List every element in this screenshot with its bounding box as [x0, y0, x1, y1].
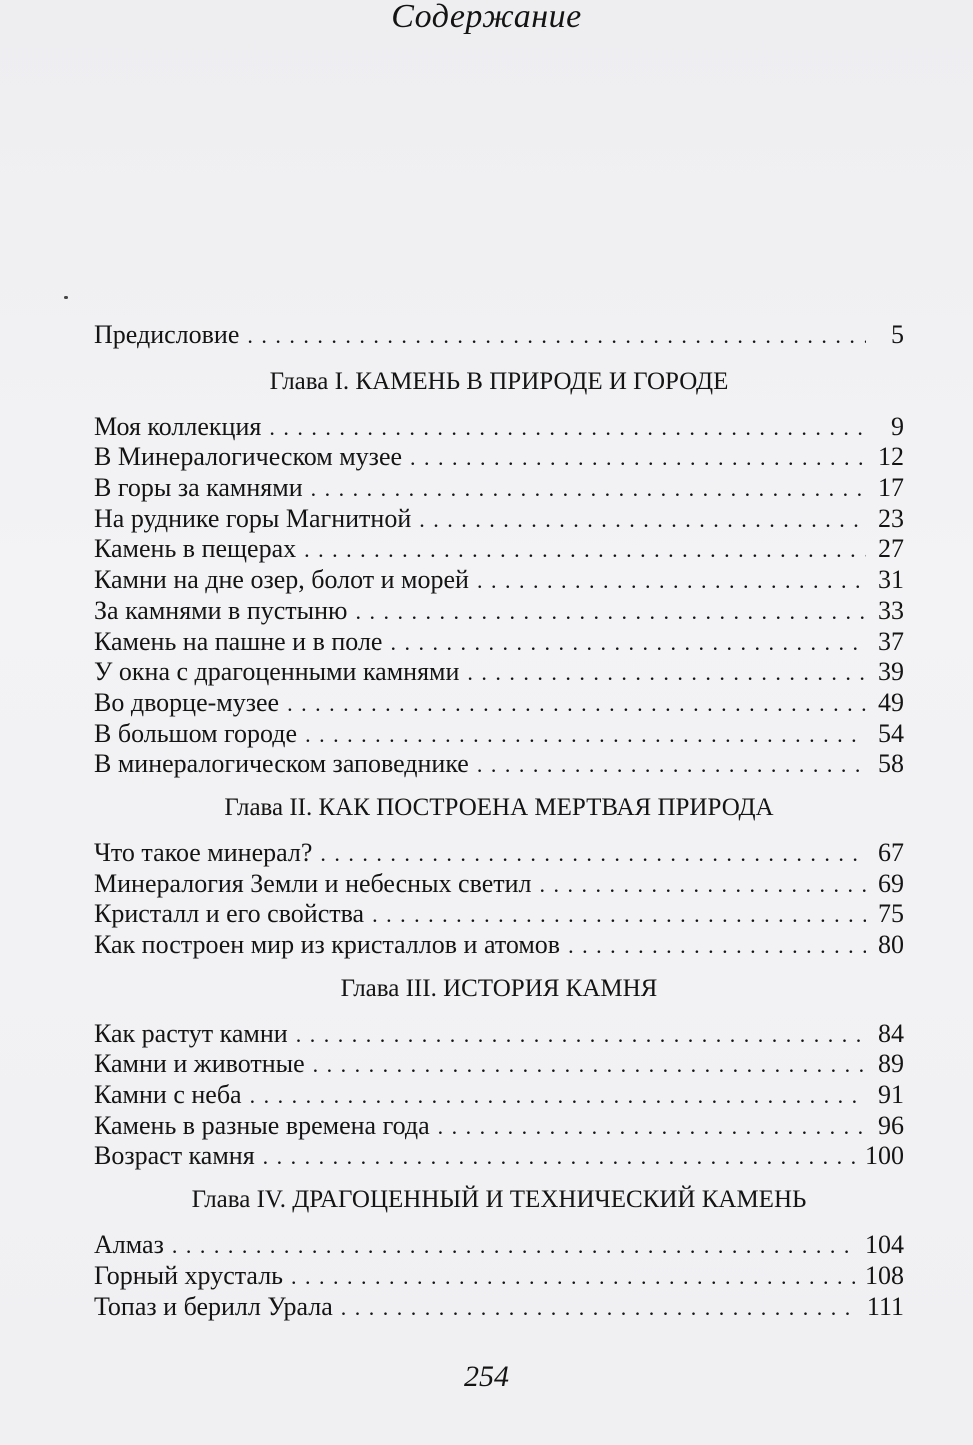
leader-dots [540, 870, 867, 900]
leader-dots [311, 474, 866, 504]
toc-entry[interactable] [94, 1261, 904, 1292]
leader-dots [467, 658, 866, 688]
leader-dots [296, 1020, 866, 1050]
toc-entry[interactable] [94, 534, 904, 565]
toc-entry-label: Моя коллекция [94, 411, 262, 441]
toc-entry-page: 9 [891, 411, 904, 441]
toc-entry-label: В большом городе [94, 718, 298, 748]
toc-entry-page: 67 [878, 837, 904, 867]
leader-dots [320, 839, 866, 869]
toc-entry-label: Минералогия Земли и небесных светил [94, 868, 532, 898]
toc-entry-page: 100 [865, 1141, 904, 1171]
toc-entry[interactable] [94, 442, 904, 473]
leader-dots [419, 505, 866, 535]
leader-dots [269, 413, 866, 443]
toc-entry[interactable] [94, 1292, 904, 1323]
toc-entry-label: Горный хрусталь [94, 1260, 284, 1290]
page-number: 254 [464, 1360, 509, 1393]
toc-entry-label: За камнями в пустыню [94, 595, 348, 625]
toc-entry-label: На руднике горы Магнитной [94, 503, 412, 533]
leader-dots [438, 1112, 866, 1142]
chapters-list [94, 367, 904, 1323]
toc-entry-page: 96 [878, 1110, 904, 1140]
toc-entry-page: 111 [866, 1291, 904, 1321]
toc-entry[interactable] [94, 504, 904, 535]
toc-entry-label: Топаз и берилл Урала [94, 1291, 333, 1321]
toc-entry-label: В горы за камнями [94, 473, 303, 503]
toc-entry[interactable] [94, 657, 904, 688]
toc-entry-label: Камень в пещерах [94, 534, 297, 564]
leader-dots [287, 689, 866, 719]
toc-entry-label: В минералогическом заповеднике [94, 749, 469, 779]
toc-entry-page: 39 [878, 657, 904, 687]
leader-dots [313, 1050, 866, 1080]
toc-entry-label: Камень на пашне и в поле [94, 626, 383, 656]
toc-entry-page: 89 [878, 1049, 904, 1079]
chapter-heading: Глава III. ИСТОРИЯ КАМНЯ [340, 974, 658, 1002]
toc-entry[interactable] [94, 749, 904, 780]
toc-entry[interactable] [94, 412, 904, 443]
toc-entry-page: 75 [878, 899, 904, 929]
toc-entry-page: 33 [878, 595, 904, 625]
leader-dots [247, 321, 866, 351]
toc-entry[interactable] [94, 1111, 904, 1142]
toc-entry-page: 17 [878, 473, 904, 503]
leader-dots [410, 443, 866, 473]
leader-dots [291, 1262, 857, 1292]
toc-entry[interactable] [94, 627, 904, 658]
toc-entry[interactable] [94, 1049, 904, 1080]
toc-entry-page: 27 [878, 534, 904, 564]
toc-entry-label: Как растут камни [94, 1018, 288, 1048]
leader-dots [568, 931, 866, 961]
toc-entry[interactable] [94, 1080, 904, 1111]
toc-entry[interactable] [94, 1019, 904, 1050]
toc-entry-label: Во дворце-музее [94, 687, 280, 717]
leader-dots [477, 566, 866, 596]
toc-entry-page: 31 [878, 565, 904, 595]
toc-entry[interactable] [94, 473, 904, 504]
toc-entry-label: Камень в разные времена года [94, 1110, 430, 1140]
leader-dots [477, 750, 866, 780]
toc-entry-label: Предисловие [94, 320, 240, 349]
toc-entry-label: Возраст камня [94, 1141, 255, 1171]
toc-entry-label: Камни с неба [94, 1080, 242, 1110]
table-of-contents [94, 320, 904, 1322]
toc-entry[interactable] [94, 688, 904, 719]
toc-entry-page: 54 [878, 718, 904, 748]
toc-entry[interactable] [94, 930, 904, 961]
leader-dots [304, 535, 866, 565]
toc-entry[interactable] [94, 838, 904, 869]
toc-entry-label: У окна с драгоценными камнями [94, 657, 460, 687]
toc-entry[interactable] [94, 565, 904, 596]
leader-dots [250, 1081, 866, 1111]
leader-dots [172, 1231, 857, 1261]
toc-entry-page: 91 [878, 1080, 904, 1110]
toc-entry-label: Что такое минерал? [94, 837, 313, 867]
toc-entry-page: 80 [878, 930, 904, 959]
toc-entry[interactable] [94, 1230, 904, 1261]
toc-entry[interactable] [94, 719, 904, 750]
toc-entry-label: Камни на дне озер, болот и морей [94, 565, 469, 595]
toc-entry-page: 37 [878, 626, 904, 656]
toc-entry-page: 49 [878, 687, 904, 717]
toc-entry-label: Алмаз [94, 1230, 164, 1260]
toc-entry-label: В Минералогическом музее [94, 442, 403, 472]
chapter-heading: Глава IV. ДРАГОЦЕННЫЙ И ТЕХНИЧЕСКИЙ КАМЕНЬ [191, 1186, 807, 1214]
toc-entry-page: 108 [865, 1260, 904, 1290]
toc-entry-page: 84 [878, 1018, 904, 1048]
toc-entry-label: Кристалл и его свойства [94, 899, 365, 929]
chapter-heading: Глава I. КАМЕНЬ В ПРИРОДЕ И ГОРОДЕ [269, 367, 729, 395]
toc-entry-page: 104 [865, 1230, 904, 1260]
toc-entry-label: Камни и животные [94, 1049, 305, 1079]
toc-entry[interactable] [94, 1141, 904, 1172]
toc-entry-page: 58 [878, 749, 904, 779]
toc-entry-label: Как построен мир из кристаллов и атомов [94, 930, 561, 959]
toc-entry-page: 23 [878, 503, 904, 533]
ink-speck [64, 296, 68, 299]
toc-entry-page: 12 [878, 442, 904, 472]
toc-entry-page: 5 [891, 320, 904, 349]
toc-entry-page: 69 [878, 868, 904, 898]
chapter-heading: Глава II. КАК ПОСТРОЕНА МЕРТВАЯ ПРИРОДА [224, 793, 774, 821]
leader-dots [341, 1293, 859, 1323]
toc-entry-preface[interactable] [94, 320, 904, 351]
leader-dots [305, 720, 866, 750]
toc-entry[interactable] [94, 899, 904, 930]
leader-dots [390, 628, 866, 658]
leader-dots [263, 1142, 857, 1172]
toc-entry[interactable] [94, 869, 904, 900]
toc-entry[interactable] [94, 596, 904, 627]
page-title: Содержание [391, 0, 582, 35]
leader-dots [355, 597, 866, 627]
leader-dots [372, 900, 866, 930]
